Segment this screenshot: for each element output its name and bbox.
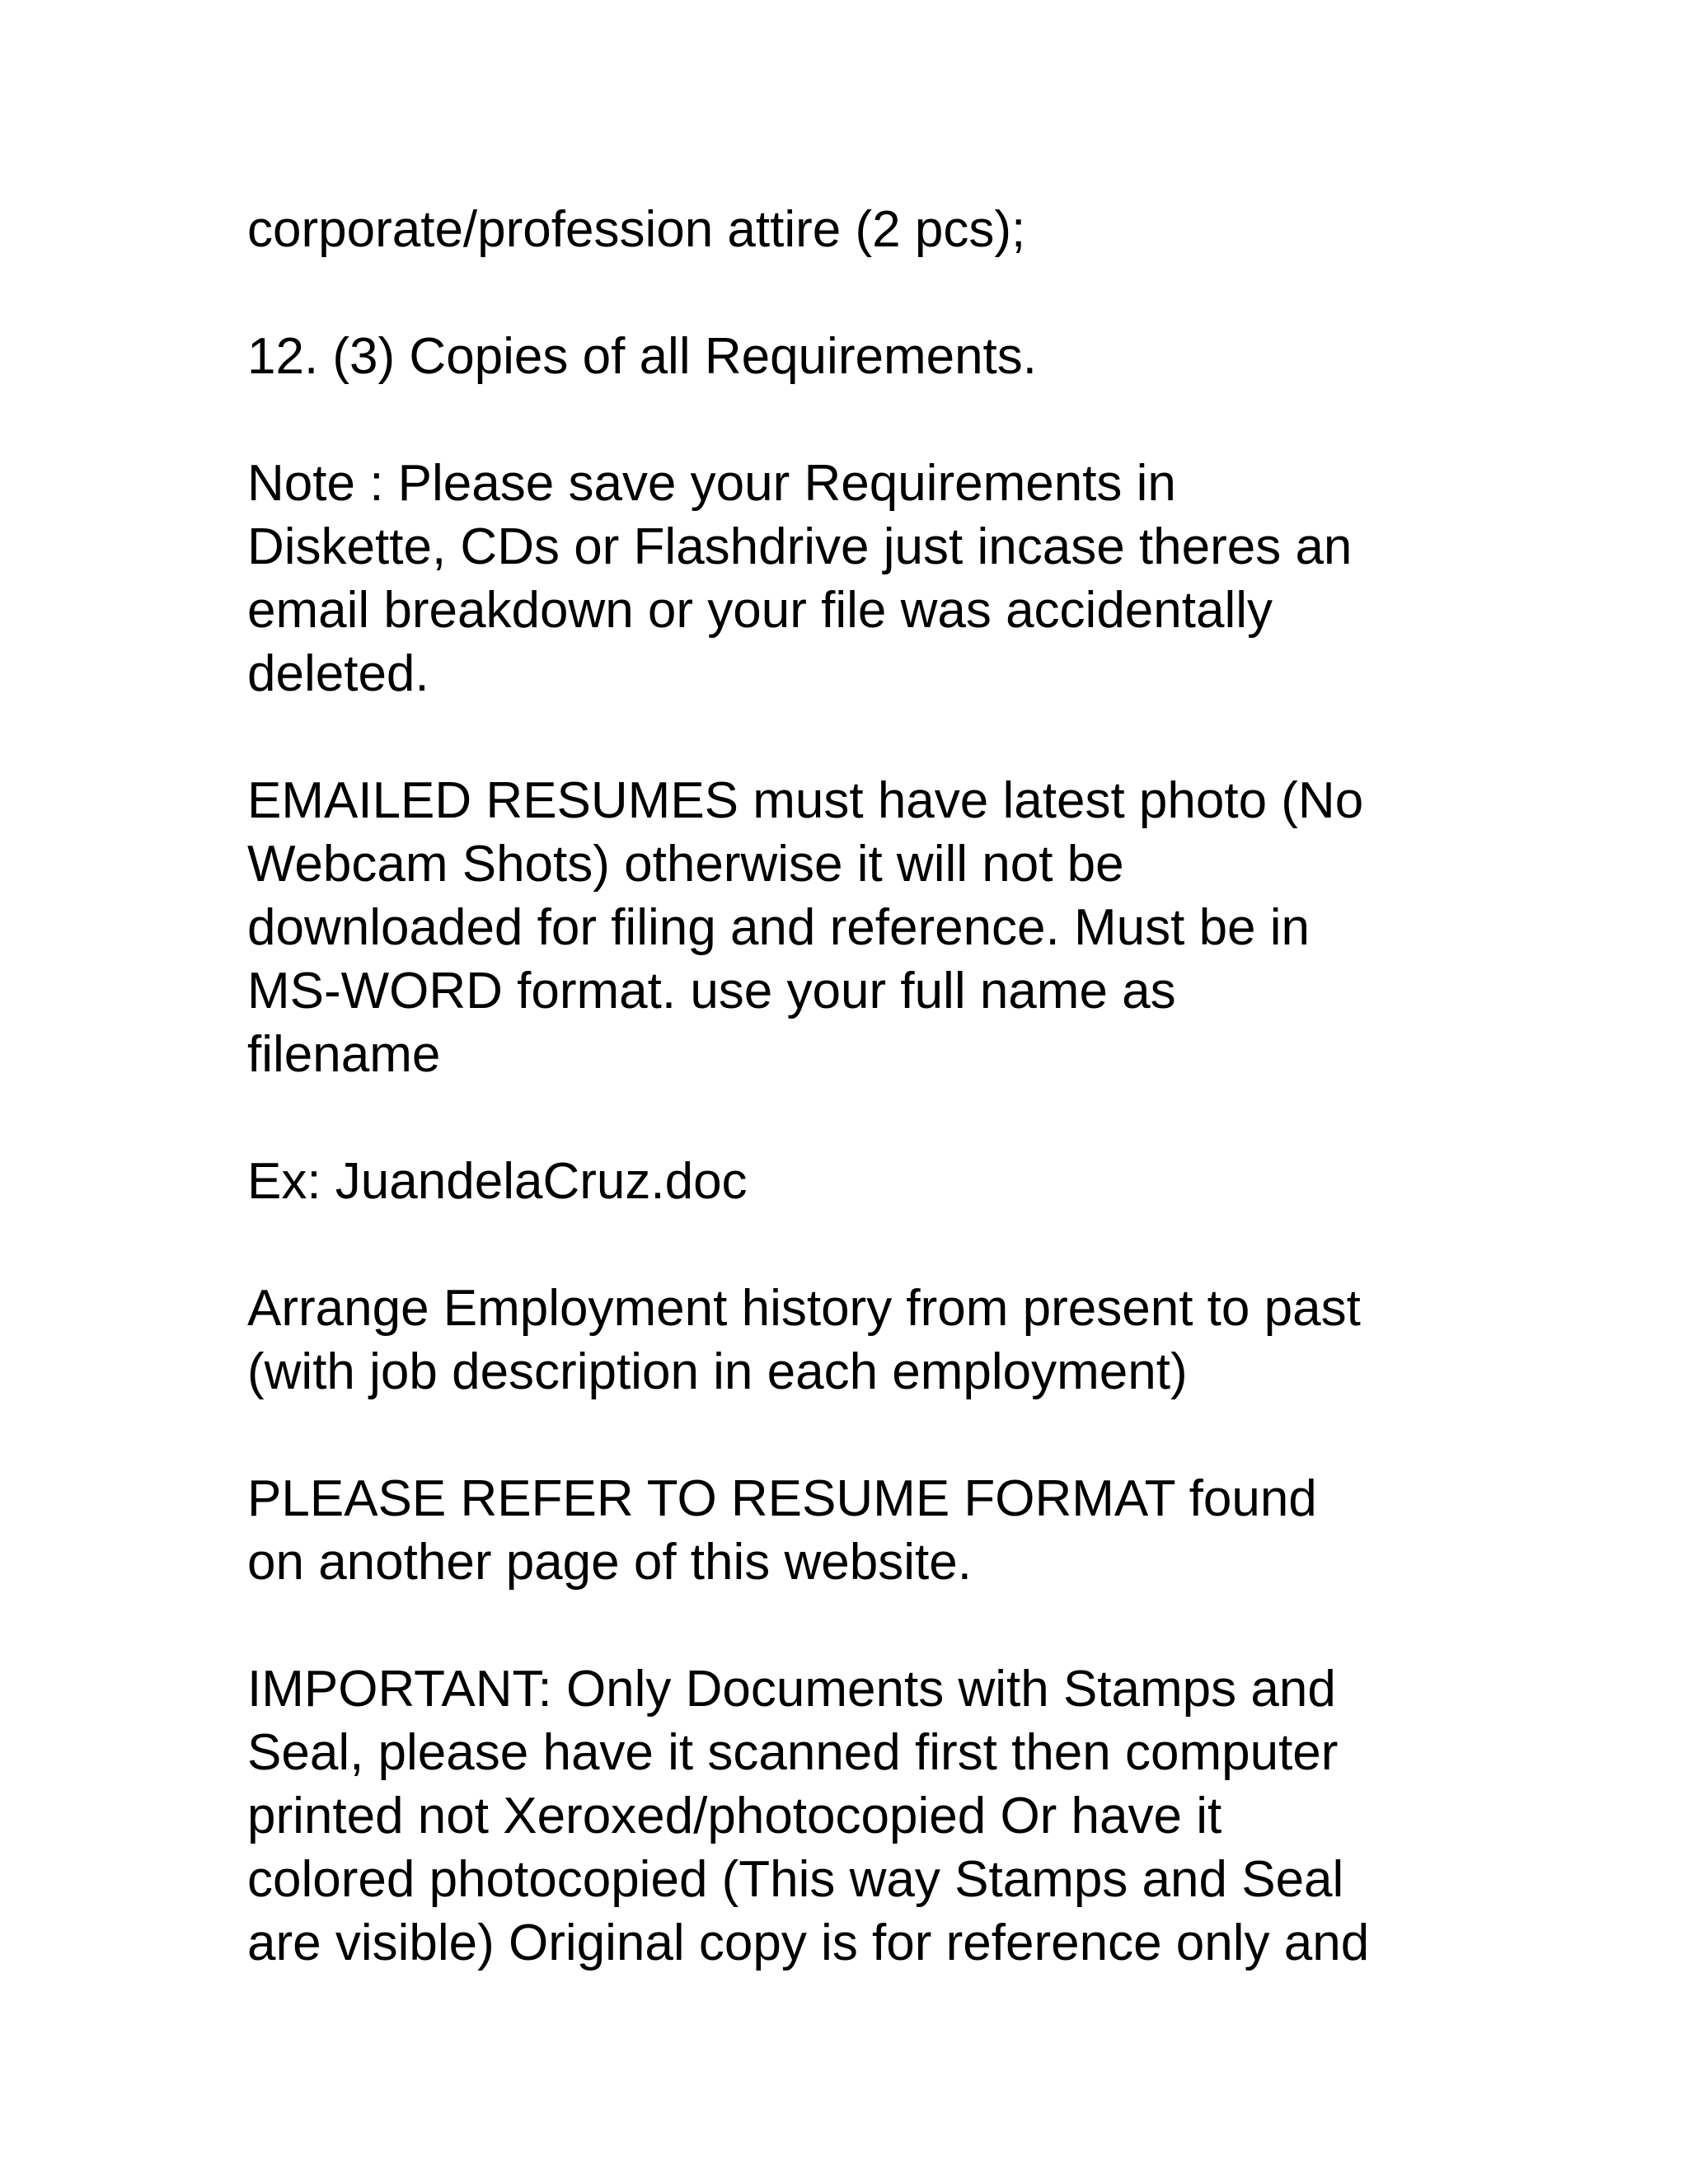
text-line: Note : Please save your Requirements in [247, 455, 1176, 512]
text-line: PLEASE REFER TO RESUME FORMAT found [247, 1470, 1317, 1527]
text-line: MS-WORD format. use your full name as [247, 963, 1176, 1019]
document-body [247, 198, 1451, 2038]
text-line: colored photocopied (This way Stamps and Seal [247, 1851, 1344, 1908]
text-line: (with job description in each employment) [247, 1343, 1188, 1400]
text-line: Webcam Shots) otherwise it will not be [247, 836, 1124, 893]
paragraph-note-save [247, 452, 1451, 705]
text-line: deleted. [247, 645, 429, 702]
paragraph-copies-requirements [247, 325, 1451, 388]
text-line: email breakdown or your file was accidentally [247, 582, 1273, 639]
text-line: 12. (3) Copies of all Requirements. [247, 328, 1038, 385]
text-line: Arrange Employment history from present to past [247, 1280, 1361, 1337]
text-line: Diskette, CDs or Flashdrive just incase theres an [247, 518, 1353, 575]
text-line: Ex: JuandelaCruz.doc [247, 1153, 748, 1210]
text-line: EMAILED RESUMES must have latest photo (No [247, 772, 1364, 829]
text-line: filename [247, 1026, 441, 1083]
paragraph-important-stamps [247, 1657, 1451, 1975]
text-line: downloaded for filing and reference. Must be in [247, 899, 1311, 956]
text-line: on another page of this website. [247, 1534, 972, 1591]
text-line: IMPORTANT: Only Documents with Stamps and [247, 1661, 1336, 1718]
text-line: Seal, please have it scanned first then computer [247, 1724, 1339, 1781]
text-line: printed not Xeroxed/photocopied Or have it [247, 1788, 1222, 1844]
text-line: corporate/profession attire (2 pcs); [247, 201, 1026, 258]
paragraph-filename-example [247, 1150, 1451, 1213]
paragraph-emailed-resumes [247, 769, 1451, 1086]
paragraph-resume-format [247, 1467, 1451, 1594]
paragraph-employment-history [247, 1277, 1451, 1404]
text-line: are visible) Original copy is for reference only and [247, 1915, 1370, 1971]
paragraph-attire [247, 198, 1451, 261]
